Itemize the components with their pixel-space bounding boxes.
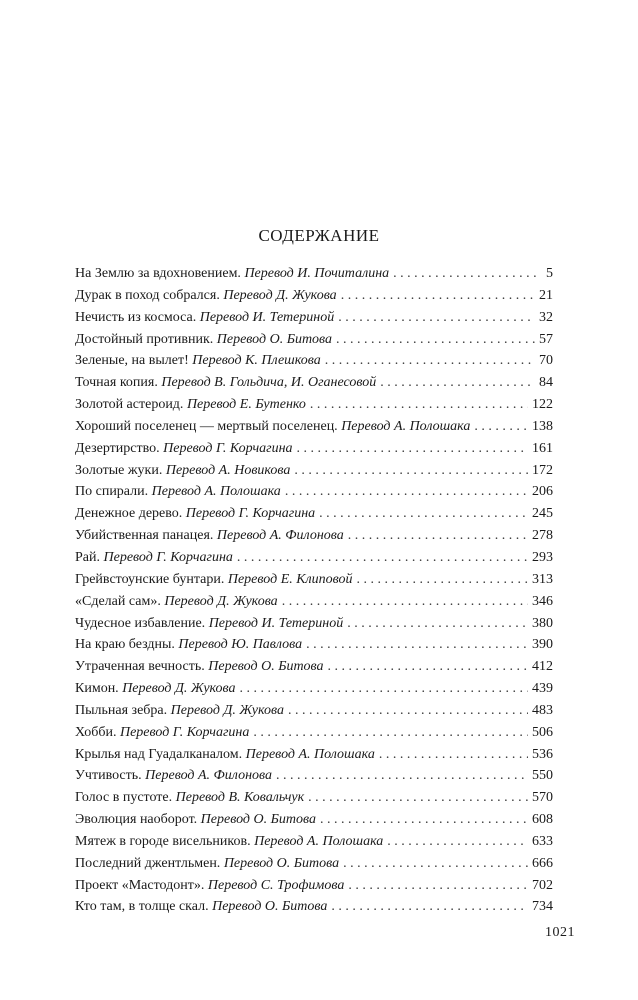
toc-entry bbox=[75, 332, 553, 354]
toc-entry bbox=[75, 616, 553, 638]
dot-leader bbox=[474, 419, 528, 435]
dot-leader bbox=[253, 725, 528, 741]
toc-entry-text bbox=[75, 506, 315, 522]
toc-page-number: 122 bbox=[532, 397, 553, 413]
toc-entry bbox=[75, 834, 553, 856]
dot-leader bbox=[379, 747, 528, 763]
story-title: Последний джентльмен. bbox=[75, 855, 221, 871]
story-title: Денежное дерево. bbox=[75, 506, 183, 522]
toc-entry-text bbox=[75, 790, 304, 806]
toc-entry-text bbox=[75, 572, 353, 588]
story-title: Хобби. bbox=[75, 724, 117, 740]
story-title: Дезертирство. bbox=[75, 440, 160, 456]
dot-leader bbox=[288, 703, 528, 719]
translator-credit: Перевод О. Битова bbox=[200, 812, 316, 828]
toc-entry bbox=[75, 397, 553, 419]
dot-leader bbox=[297, 441, 528, 457]
translator-credit: Перевод Е. Клиповой bbox=[227, 571, 353, 587]
toc-page-number: 734 bbox=[532, 899, 553, 915]
toc-entry bbox=[75, 725, 553, 747]
toc-entry bbox=[75, 288, 553, 310]
toc-entry-text bbox=[75, 550, 233, 566]
toc-entry-text bbox=[75, 353, 321, 369]
translator-credit: Перевод А. Полошака bbox=[341, 418, 471, 434]
toc-page-number: 439 bbox=[532, 681, 553, 697]
story-title: Нечисть из космоса. bbox=[75, 309, 197, 325]
toc-entry bbox=[75, 812, 553, 834]
dot-leader bbox=[336, 332, 535, 348]
toc-page-number: 21 bbox=[539, 287, 553, 303]
story-title: Утраченная вечность. bbox=[75, 659, 205, 675]
toc-entry bbox=[75, 878, 553, 900]
dot-leader bbox=[308, 790, 528, 806]
story-title: Учтивость. bbox=[75, 768, 142, 784]
toc-page-number: 70 bbox=[539, 353, 553, 369]
dot-leader bbox=[325, 353, 535, 369]
toc-entry-text bbox=[75, 856, 339, 872]
toc-entry-text bbox=[75, 616, 343, 632]
toc-page-number: 293 bbox=[532, 549, 553, 565]
dot-leader bbox=[348, 528, 528, 544]
translator-credit: Перевод В. Гольдича, И. Оганесовой bbox=[161, 375, 377, 391]
toc-page-number: 278 bbox=[532, 528, 553, 544]
toc-entry bbox=[75, 637, 553, 659]
dot-leader bbox=[294, 463, 528, 479]
toc-entry-text bbox=[75, 375, 376, 391]
page-number: 1021 bbox=[545, 925, 575, 940]
toc-entry-text bbox=[75, 332, 332, 348]
story-title: Убийственная панацея. bbox=[75, 528, 214, 544]
translator-credit: Перевод Д. Жукова bbox=[223, 287, 337, 303]
story-title: Кто там, в толще скал. bbox=[75, 899, 209, 915]
toc-page-number: 570 bbox=[532, 790, 553, 806]
toc-entry-text bbox=[75, 834, 383, 850]
story-title: Мятеж в городе висельников. bbox=[75, 833, 251, 849]
toc-page-number: 138 bbox=[532, 418, 553, 434]
toc-page-number: 483 bbox=[532, 702, 553, 718]
toc-entry bbox=[75, 528, 553, 550]
translator-credit: Перевод А. Новикова bbox=[165, 462, 291, 478]
toc-entry-text bbox=[75, 747, 375, 763]
toc-page-number: 313 bbox=[532, 571, 553, 587]
dot-leader bbox=[347, 616, 528, 632]
story-title: По спирали. bbox=[75, 484, 149, 500]
translator-credit: Перевод А. Полошака bbox=[151, 484, 281, 500]
toc-entry-text bbox=[75, 419, 470, 435]
toc-entry-text bbox=[75, 463, 290, 479]
translator-credit: Перевод А. Полошака bbox=[254, 833, 384, 849]
translator-credit: Перевод О. Битова bbox=[212, 899, 328, 915]
dot-leader bbox=[343, 856, 528, 872]
toc-page-number: 702 bbox=[532, 877, 553, 893]
toc-page-number: 346 bbox=[532, 593, 553, 609]
story-title: Проект «Мастодонт». bbox=[75, 877, 205, 893]
toc-page-number: 608 bbox=[532, 812, 553, 828]
toc-entry bbox=[75, 747, 553, 769]
dot-leader bbox=[320, 812, 528, 828]
translator-credit: Перевод Ю. Павлова bbox=[178, 637, 303, 653]
toc-entry bbox=[75, 572, 553, 594]
translator-credit: Перевод Г. Корчагина bbox=[103, 549, 233, 565]
toc-page-number: 172 bbox=[532, 462, 553, 478]
story-title: Золотые жуки. bbox=[75, 462, 163, 478]
toc-entry bbox=[75, 768, 553, 790]
translator-credit: Перевод Г. Корчагина bbox=[185, 506, 316, 522]
toc-entry bbox=[75, 441, 553, 463]
toc-entry-text bbox=[75, 528, 344, 544]
story-title: Эволюция наоборот. bbox=[75, 812, 198, 828]
toc-entry-text bbox=[75, 768, 272, 784]
toc-entry-text bbox=[75, 484, 281, 500]
toc-entry bbox=[75, 681, 553, 703]
toc-page-number: 550 bbox=[532, 768, 553, 784]
toc-entry-text bbox=[75, 812, 316, 828]
toc-entry-text bbox=[75, 441, 293, 457]
translator-credit: Перевод К. Плешкова bbox=[192, 353, 321, 369]
dot-leader bbox=[387, 834, 528, 850]
translator-credit: Перевод И. Тетериной bbox=[199, 309, 335, 325]
translator-credit: Перевод А. Филонова bbox=[216, 528, 344, 544]
toc-page-number: 666 bbox=[532, 855, 553, 871]
story-title: Грейвстоунские бунтари. bbox=[75, 571, 225, 587]
story-title: Достойный противник. bbox=[75, 331, 214, 347]
story-title: «Сделай сам». bbox=[75, 593, 161, 609]
toc-entry-text bbox=[75, 878, 344, 894]
translator-credit: Перевод Г. Корчагина bbox=[163, 440, 293, 456]
translator-credit: Перевод Е. Бутенко bbox=[186, 397, 306, 413]
toc-page-number: 5 bbox=[546, 266, 553, 281]
toc-entry bbox=[75, 899, 553, 921]
toc-entry-text bbox=[75, 681, 236, 697]
toc-page-number: 412 bbox=[532, 659, 553, 675]
dot-leader bbox=[357, 572, 528, 588]
dot-leader bbox=[237, 550, 528, 566]
dot-leader bbox=[276, 768, 528, 784]
dot-leader bbox=[348, 878, 528, 894]
dot-leader bbox=[393, 266, 539, 282]
dot-leader bbox=[341, 288, 535, 304]
toc-entry-text bbox=[75, 310, 334, 326]
toc-page-number: 380 bbox=[532, 615, 553, 631]
story-title: Чудесное избавление. bbox=[75, 615, 206, 631]
toc-page-number: 633 bbox=[532, 833, 553, 849]
toc-page-number: 536 bbox=[532, 746, 553, 762]
dot-leader bbox=[380, 375, 535, 391]
toc-entry bbox=[75, 310, 553, 332]
story-title: Хороший поселенец — мертвый поселенец. bbox=[75, 418, 338, 434]
toc-entry-text bbox=[75, 288, 337, 304]
translator-credit: Перевод Д. Жукова bbox=[170, 702, 284, 718]
toc-entry bbox=[75, 266, 553, 288]
toc-entry bbox=[75, 550, 553, 572]
toc-page-number: 506 bbox=[532, 724, 553, 740]
story-title: Золотой астероид. bbox=[75, 397, 184, 413]
toc-entry bbox=[75, 463, 553, 485]
toc-entry bbox=[75, 594, 553, 616]
toc-entry-text bbox=[75, 659, 324, 675]
toc-entry bbox=[75, 484, 553, 506]
toc-entry bbox=[75, 353, 553, 375]
toc-entry-text bbox=[75, 594, 278, 610]
story-title: Крылья над Гуадалканалом. bbox=[75, 746, 243, 762]
translator-credit: Перевод И. Почиталина bbox=[244, 266, 390, 281]
toc-entry-text bbox=[75, 725, 249, 741]
dot-leader bbox=[328, 659, 528, 675]
page-title: СОДЕРЖАНИЕ bbox=[258, 226, 380, 245]
dot-leader bbox=[331, 899, 528, 915]
story-title: На Землю за вдохновением. bbox=[75, 266, 241, 281]
story-title: Пыльная зебра. bbox=[75, 702, 168, 718]
story-title: Зеленые, на вылет! bbox=[75, 353, 189, 369]
table-of-contents bbox=[75, 266, 553, 921]
toc-entry bbox=[75, 856, 553, 878]
translator-credit: Перевод О. Битова bbox=[216, 331, 333, 347]
translator-credit: Перевод О. Битова bbox=[223, 855, 340, 871]
toc-entry-text bbox=[75, 703, 284, 719]
story-title: Рай. bbox=[75, 549, 100, 565]
translator-credit: Перевод О. Битова bbox=[208, 659, 324, 675]
translator-credit: Перевод С. Трофимова bbox=[207, 877, 345, 893]
dot-leader bbox=[338, 310, 535, 326]
story-title: Точная копия. bbox=[75, 375, 158, 391]
toc-entry bbox=[75, 506, 553, 528]
story-title: Дурак в поход собрался. bbox=[75, 287, 220, 303]
translator-credit: Перевод В. Ковальчук bbox=[175, 790, 305, 806]
toc-page-number: 245 bbox=[532, 506, 553, 522]
toc-entry-text bbox=[75, 266, 389, 282]
toc-entry bbox=[75, 659, 553, 681]
toc-page-number: 57 bbox=[539, 331, 553, 347]
toc-entry-text bbox=[75, 899, 327, 915]
translator-credit: Перевод И. Тетериной bbox=[208, 615, 344, 631]
toc-page-number: 161 bbox=[532, 440, 553, 456]
dot-leader bbox=[310, 397, 528, 413]
story-title: На краю бездны. bbox=[75, 637, 175, 653]
story-title: Кимон. bbox=[75, 681, 119, 697]
dot-leader bbox=[285, 484, 528, 500]
toc-page-number: 32 bbox=[539, 309, 553, 325]
translator-credit: Перевод А. Полошака bbox=[245, 746, 375, 762]
toc-page-number: 84 bbox=[539, 375, 553, 391]
dot-leader bbox=[319, 506, 528, 522]
toc-entry bbox=[75, 703, 553, 725]
toc-entry bbox=[75, 790, 553, 812]
translator-credit: Перевод Г. Корчагина bbox=[119, 724, 250, 740]
dot-leader bbox=[282, 594, 528, 610]
toc-entry-text bbox=[75, 637, 302, 653]
translator-credit: Перевод Д. Жукова bbox=[122, 681, 236, 697]
toc-entry-text bbox=[75, 397, 306, 413]
dot-leader bbox=[240, 681, 528, 697]
toc-entry bbox=[75, 375, 553, 397]
translator-credit: Перевод Д. Жукова bbox=[164, 593, 278, 609]
toc-entry bbox=[75, 419, 553, 441]
toc-page-number: 206 bbox=[532, 484, 553, 500]
toc-page-number: 390 bbox=[532, 637, 553, 653]
translator-credit: Перевод А. Филонова bbox=[145, 768, 272, 784]
story-title: Голос в пустоте. bbox=[75, 790, 173, 806]
dot-leader bbox=[306, 637, 528, 653]
